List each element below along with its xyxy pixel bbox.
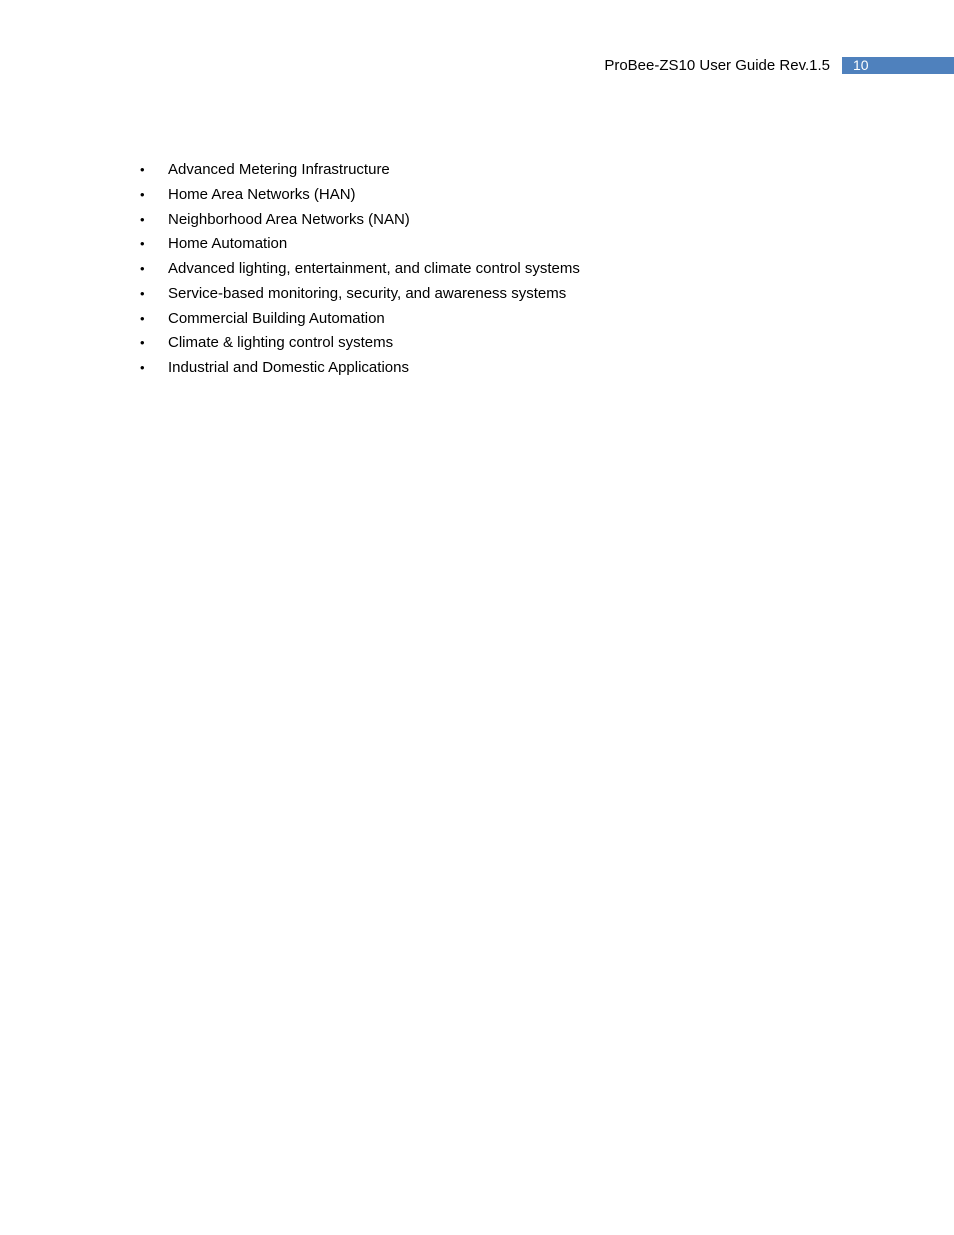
page-number-badge: [842, 57, 954, 74]
bullet-icon: •: [140, 211, 145, 227]
list-item-text: Neighborhood Area Networks (NAN): [168, 210, 410, 228]
bullet-icon: •: [140, 335, 145, 351]
list-item-text: Commercial Building Automation: [168, 309, 385, 327]
page-header: [0, 57, 954, 75]
list-item-text: Advanced Metering Infrastructure: [168, 161, 390, 178]
list-item-text: Home Automation: [168, 235, 288, 253]
list-item-text: Advanced lighting, entertainment, and climate control systems: [168, 260, 580, 277]
list-item-text: Home Area Networks (HAN): [168, 185, 356, 203]
bullet-icon: •: [140, 186, 145, 202]
bullet-icon: •: [140, 162, 145, 177]
bullet-icon: •: [140, 261, 145, 276]
bullet-icon: •: [140, 310, 145, 326]
list-item-text: Climate & lighting control systems: [168, 334, 394, 352]
bullet-icon: •: [140, 285, 145, 301]
bullet-icon: •: [140, 360, 145, 375]
list-item-text: Service-based monitoring, security, and awareness systems: [168, 284, 567, 302]
page-number: 10: [853, 57, 869, 73]
bullet-icon: •: [140, 236, 145, 252]
document-title: ProBee-ZS10 User Guide Rev.1.5: [604, 57, 830, 74]
list-item-text: Industrial and Domestic Applications: [168, 359, 409, 376]
